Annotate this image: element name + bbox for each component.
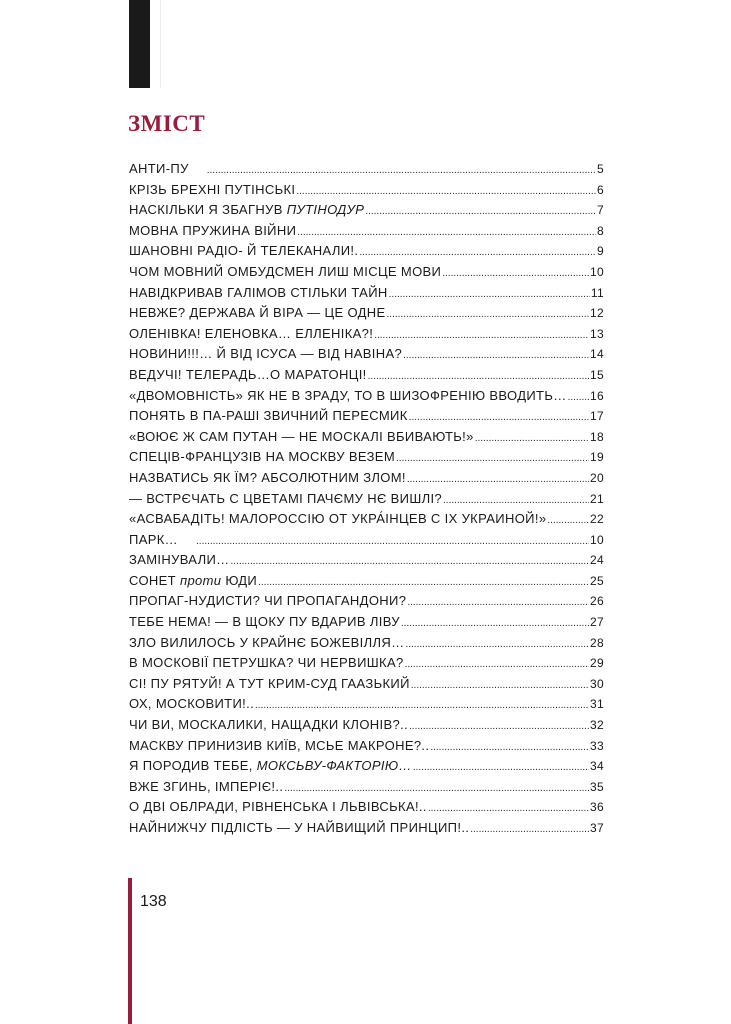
toc-entry-title-text: ЮДИ	[221, 572, 258, 588]
toc-entry-title	[129, 573, 257, 588]
toc-entry-page: 26	[589, 594, 604, 609]
toc-entry	[129, 202, 604, 223]
toc-entry-leader-dots	[387, 309, 589, 320]
toc-entry-page: 31	[589, 697, 604, 712]
toc-entry-title-text: ШАНОВНІ РАДІО- Й ТЕЛЕКАНАЛИ!.	[129, 243, 359, 259]
toc-entry-title-text: СОНЕТ	[129, 572, 180, 588]
toc-entry-leader-dots	[196, 536, 589, 547]
toc-entry-page: 19	[589, 450, 604, 465]
toc-entry-page: 15	[589, 367, 604, 382]
toc-entry-page: 28	[589, 635, 604, 650]
toc-entry	[129, 717, 604, 738]
toc-entry	[129, 491, 604, 512]
toc-entry-leader-dots	[470, 824, 589, 835]
toc-entry-title	[129, 408, 408, 423]
toc-entry-title-text: ВЕДУЧІ! ТЕЛЕРАДЬ…О МАРАТОНЦІ!	[129, 366, 367, 382]
toc-entry-title-text: ЧОМ МОВНИЙ ОМБУДСМЕН ЛИШ МІСЦЕ МОВИ	[129, 263, 442, 279]
toc-entry-leader-dots	[568, 392, 589, 403]
toc-entry-title	[129, 388, 567, 403]
toc-entry-page: 22	[589, 512, 604, 527]
toc-entry-page: 13	[589, 326, 604, 341]
toc-entry-title-text: СПЕЦІВ-ФРАНЦУЗІВ НА МОСКВУ ВЕЗЕМ	[129, 449, 396, 465]
toc-entry-title-text: МАСКВУ ПРИНИЗИВ КИЇВ, МСЬЕ МАКРОНЕ?..	[129, 737, 430, 753]
toc-entry-page: 32	[589, 718, 604, 733]
toc-entry-leader-dots	[442, 268, 589, 279]
toc-entry-leader-dots	[374, 330, 589, 341]
toc-entry-title	[129, 820, 469, 835]
toc-entry-title	[129, 491, 442, 506]
toc-entry-leader-dots	[403, 350, 589, 361]
toc-entry-title	[129, 346, 402, 361]
page-title: ЗМІСТ	[128, 111, 206, 136]
toc-entry-page: 7	[596, 203, 604, 218]
toc-entry-title	[129, 696, 254, 711]
toc-entry-page: 34	[589, 759, 604, 774]
toc-entry-page: 10	[589, 264, 604, 279]
toc-entry-leader-dots	[401, 618, 589, 629]
toc-entry-title	[129, 738, 429, 753]
toc-entry-page: 10	[589, 532, 604, 547]
toc-entry-title-text: ЗЛО ВИЛИЛОСЬ У КРАЙНЄ БОЖЕВІЛЛЯ…	[129, 634, 405, 650]
toc-entry-leader-dots	[409, 721, 589, 732]
toc-entry-leader-dots	[297, 227, 596, 238]
toc-entry-title-text: КРІЗЬ БРЕХНІ ПУТІНСЬКІ	[129, 181, 296, 197]
toc-entry-leader-dots	[407, 474, 589, 485]
toc-entry-title	[129, 799, 427, 814]
toc-entry-leader-dots	[409, 412, 589, 423]
toc-entry	[129, 182, 604, 203]
toc-entry	[129, 614, 604, 635]
toc-entry-title	[129, 511, 546, 526]
toc-entry-leader-dots	[368, 371, 589, 382]
toc-entry-page: 11	[590, 285, 604, 300]
toc-entry	[129, 388, 604, 409]
toc-entry-title	[129, 305, 386, 320]
toc-entry-title-text: ОЛЕНІВКА! ЕЛЕНОВКА… ЕЛЛЕНІКА?!	[129, 325, 374, 341]
toc-entry-title-text: «ВОЮЄ Ж САМ ПУТАН — НЕ МОСКАЛІ ВБИВАЮТЬ!»	[129, 428, 474, 444]
toc-entry-title-text: НАВІДКРИВАВ ГАЛІМОВ СТІЛЬКИ ТАЙН	[129, 284, 388, 300]
toc-entry	[129, 470, 604, 491]
toc-entry	[129, 738, 604, 759]
toc-entry-page: 17	[589, 409, 604, 424]
toc-entry-title-text: МОВНА ПРУЖИНА ВІЙНИ	[129, 222, 297, 238]
toc-entry-leader-dots	[430, 742, 589, 753]
toc-entry-page: 8	[596, 223, 604, 238]
toc-entry-page: 37	[589, 821, 604, 835]
toc-entry-page: 9	[596, 244, 604, 259]
toc-entry-leader-dots	[547, 515, 589, 526]
toc-entry-page: 36	[589, 800, 604, 815]
toc-entry-page: 24	[589, 553, 604, 568]
toc-entry-title-italic: МОКСЬВУ-ФАКТОРІЮ…	[256, 758, 412, 774]
toc-entry-title	[129, 243, 358, 258]
toc-entry-title	[129, 593, 406, 608]
toc-entry-title	[129, 161, 189, 176]
toc-entry-title-text: ПРОПАГ-НУДИСТИ? ЧИ ПРОПАГАНДОНИ?	[129, 593, 407, 609]
toc-entry-title-text: ВЖЕ ЗГИНЬ, ІМПЕРІЄ!..	[129, 778, 284, 794]
toc-entry-page: 33	[589, 738, 604, 753]
toc-entry-leader-dots	[413, 762, 589, 773]
toc-entry-title-text: О ДВІ ОБЛРАДИ, РІВНЕНСЬКА І ЛЬВІВСЬКА!..	[129, 799, 427, 815]
toc-entry-title-text: В МОСКОВІЇ ПЕТРУШКА? ЧИ НЕРВИШКА?	[129, 655, 404, 671]
toc-entry-title	[129, 655, 404, 670]
toc-entry-title	[129, 635, 404, 650]
toc-entry	[129, 326, 604, 347]
toc-entry-title-text: НАЙНИЖЧУ ПІДЛІСТЬ — У НАЙВИЩИЙ ПРИНЦИП!..	[129, 820, 470, 835]
toc-entry-leader-dots	[428, 803, 589, 814]
toc-entry-leader-dots	[255, 700, 589, 711]
toc-entry-page: 21	[589, 491, 604, 506]
page-number-rule	[128, 878, 132, 1024]
toc-entry-page: 12	[589, 306, 604, 321]
toc-entry-title	[129, 758, 412, 773]
toc-entry-page: 25	[589, 573, 604, 588]
toc-entry-title	[129, 449, 395, 464]
toc-entry-page: 29	[589, 656, 604, 671]
table-of-contents	[129, 161, 604, 841]
toc-entry	[129, 655, 604, 676]
toc-entry-title	[129, 717, 408, 732]
toc-entry-leader-dots	[405, 639, 588, 650]
toc-entry-leader-dots	[359, 247, 596, 258]
toc-entry-title	[129, 676, 410, 691]
toc-entry	[129, 449, 604, 470]
page-number: 138	[140, 893, 167, 910]
toc-entry	[129, 285, 604, 306]
toc-entry	[129, 573, 604, 594]
toc-entry-title	[129, 779, 283, 794]
toc-entry-page: 14	[589, 347, 604, 362]
toc-entry	[129, 243, 604, 264]
toc-entry-title-text: НЕВЖЕ? ДЕРЖАВА Й ВІРА — ЦЕ ОДНЕ	[129, 305, 386, 321]
toc-entry-title	[129, 532, 178, 547]
toc-entry-title-italic: проти	[179, 572, 222, 588]
toc-entry	[129, 593, 604, 614]
toc-entry	[129, 799, 604, 820]
toc-entry-title	[129, 285, 388, 300]
toc-entry-title-text: НАСКІЛЬКИ Я ЗБАГНУВ	[129, 202, 287, 218]
toc-entry	[129, 779, 604, 800]
toc-entry	[129, 820, 604, 841]
toc-entry-title	[129, 614, 400, 629]
toc-entry-title-text: «АСВАБАДІТЬ! МАЛОРОССІЮ ОТ УКРА́ІНЦЕВ С ІХ УКРАИНОЙ!»	[129, 511, 547, 527]
toc-entry	[129, 367, 604, 388]
toc-entry-title-text: НОВИНИ!!!… Й ВІД ІСУСА — ВІД НАВІНА?	[129, 346, 403, 362]
toc-entry-title-text: НАЗВАТИСЬ ЯК ЇМ? АБСОЛЮТНИМ ЗЛОМ!	[129, 469, 406, 485]
toc-entry-title	[129, 264, 441, 279]
toc-entry	[129, 532, 604, 553]
toc-entry-title	[129, 470, 406, 485]
toc-entry-title	[129, 223, 296, 238]
header-bar	[129, 0, 150, 88]
toc-entry-leader-dots	[411, 680, 589, 691]
toc-entry	[129, 758, 604, 779]
toc-entry-leader-dots	[443, 495, 589, 506]
toc-entry-title-text: ЗАМІНУВАЛИ…	[129, 552, 230, 568]
toc-entry-page: 16	[589, 388, 604, 403]
toc-entry-title-text: ТЕБЕ НЕМА! — В ЩОКУ ПУ ВДАРИВ ЛІВУ	[129, 614, 400, 630]
toc-entry	[129, 223, 604, 244]
toc-entry-leader-dots	[296, 186, 596, 197]
toc-entry	[129, 429, 604, 450]
toc-entry-leader-dots	[475, 433, 589, 444]
toc-entry-page: 20	[589, 470, 604, 485]
toc-entry	[129, 696, 604, 717]
toc-entry	[129, 264, 604, 285]
toc-entry-title-text: — ВСТРЄЧАТЬ С ЦВЕТАМІ ПАЧЄМУ НЄ ВИШЛІ?	[129, 490, 443, 506]
toc-entry-leader-dots	[405, 659, 589, 670]
toc-entry-page: 27	[589, 615, 604, 630]
toc-entry-leader-dots	[396, 453, 589, 464]
toc-entry	[129, 346, 604, 367]
toc-entry-page: 30	[589, 676, 604, 691]
toc-entry-page: 5	[596, 162, 604, 176]
toc-entry-leader-dots	[258, 577, 589, 588]
toc-entry	[129, 635, 604, 656]
toc-entry-leader-dots	[231, 556, 589, 567]
toc-entry-title-text: ОХ, МОСКОВИТИ!..	[129, 696, 255, 712]
toc-entry-title-text: ЧИ ВИ, МОСКАЛИКИ, НАЩАДКИ КЛОНІВ?..	[129, 717, 409, 733]
toc-entry-title	[129, 182, 295, 197]
toc-entry-title-text: СІ! ПУ РЯТУЙ! А ТУТ КРИМ-СУД ГААЗЬКИЙ	[129, 675, 410, 691]
toc-entry-title-italic: ПУТІНОДУР	[286, 202, 365, 218]
toc-entry-title-text: Я ПОРОДИВ ТЕБЕ,	[129, 758, 257, 774]
toc-entry	[129, 676, 604, 697]
header-bar-line	[160, 0, 161, 88]
toc-entry-title	[129, 202, 364, 217]
toc-entry-title	[129, 326, 373, 341]
toc-entry	[129, 161, 604, 182]
toc-entry-page: 18	[589, 429, 604, 444]
toc-entry-title-text: ПОНЯТЬ В ПА-РАШІ ЗВИЧНИЙ ПЕРЕСМИК	[129, 408, 408, 424]
toc-entry-leader-dots	[389, 289, 590, 300]
toc-entry-title-text: «ДВОМОВНІСТЬ» ЯК НЕ В ЗРАДУ, ТО В ШИЗОФРЕНІЮ ВВОДИТЬ…	[129, 387, 567, 403]
toc-entry	[129, 408, 604, 429]
toc-entry	[129, 305, 604, 326]
toc-entry-leader-dots	[407, 597, 589, 608]
toc-entry-leader-dots	[207, 165, 596, 176]
toc-entry-title	[129, 367, 367, 382]
toc-entry-title	[129, 552, 230, 567]
toc-entry-leader-dots	[365, 206, 596, 217]
toc-entry	[129, 552, 604, 573]
toc-entry-title-text: ПАРК…	[129, 531, 179, 547]
toc-entry-title	[129, 429, 474, 444]
toc-entry-page: 35	[589, 779, 604, 794]
toc-entry-title-text: АНТИ-ПУ	[129, 161, 189, 176]
toc-entry-page: 6	[596, 182, 604, 197]
toc-entry	[129, 511, 604, 532]
toc-entry-leader-dots	[284, 783, 589, 794]
